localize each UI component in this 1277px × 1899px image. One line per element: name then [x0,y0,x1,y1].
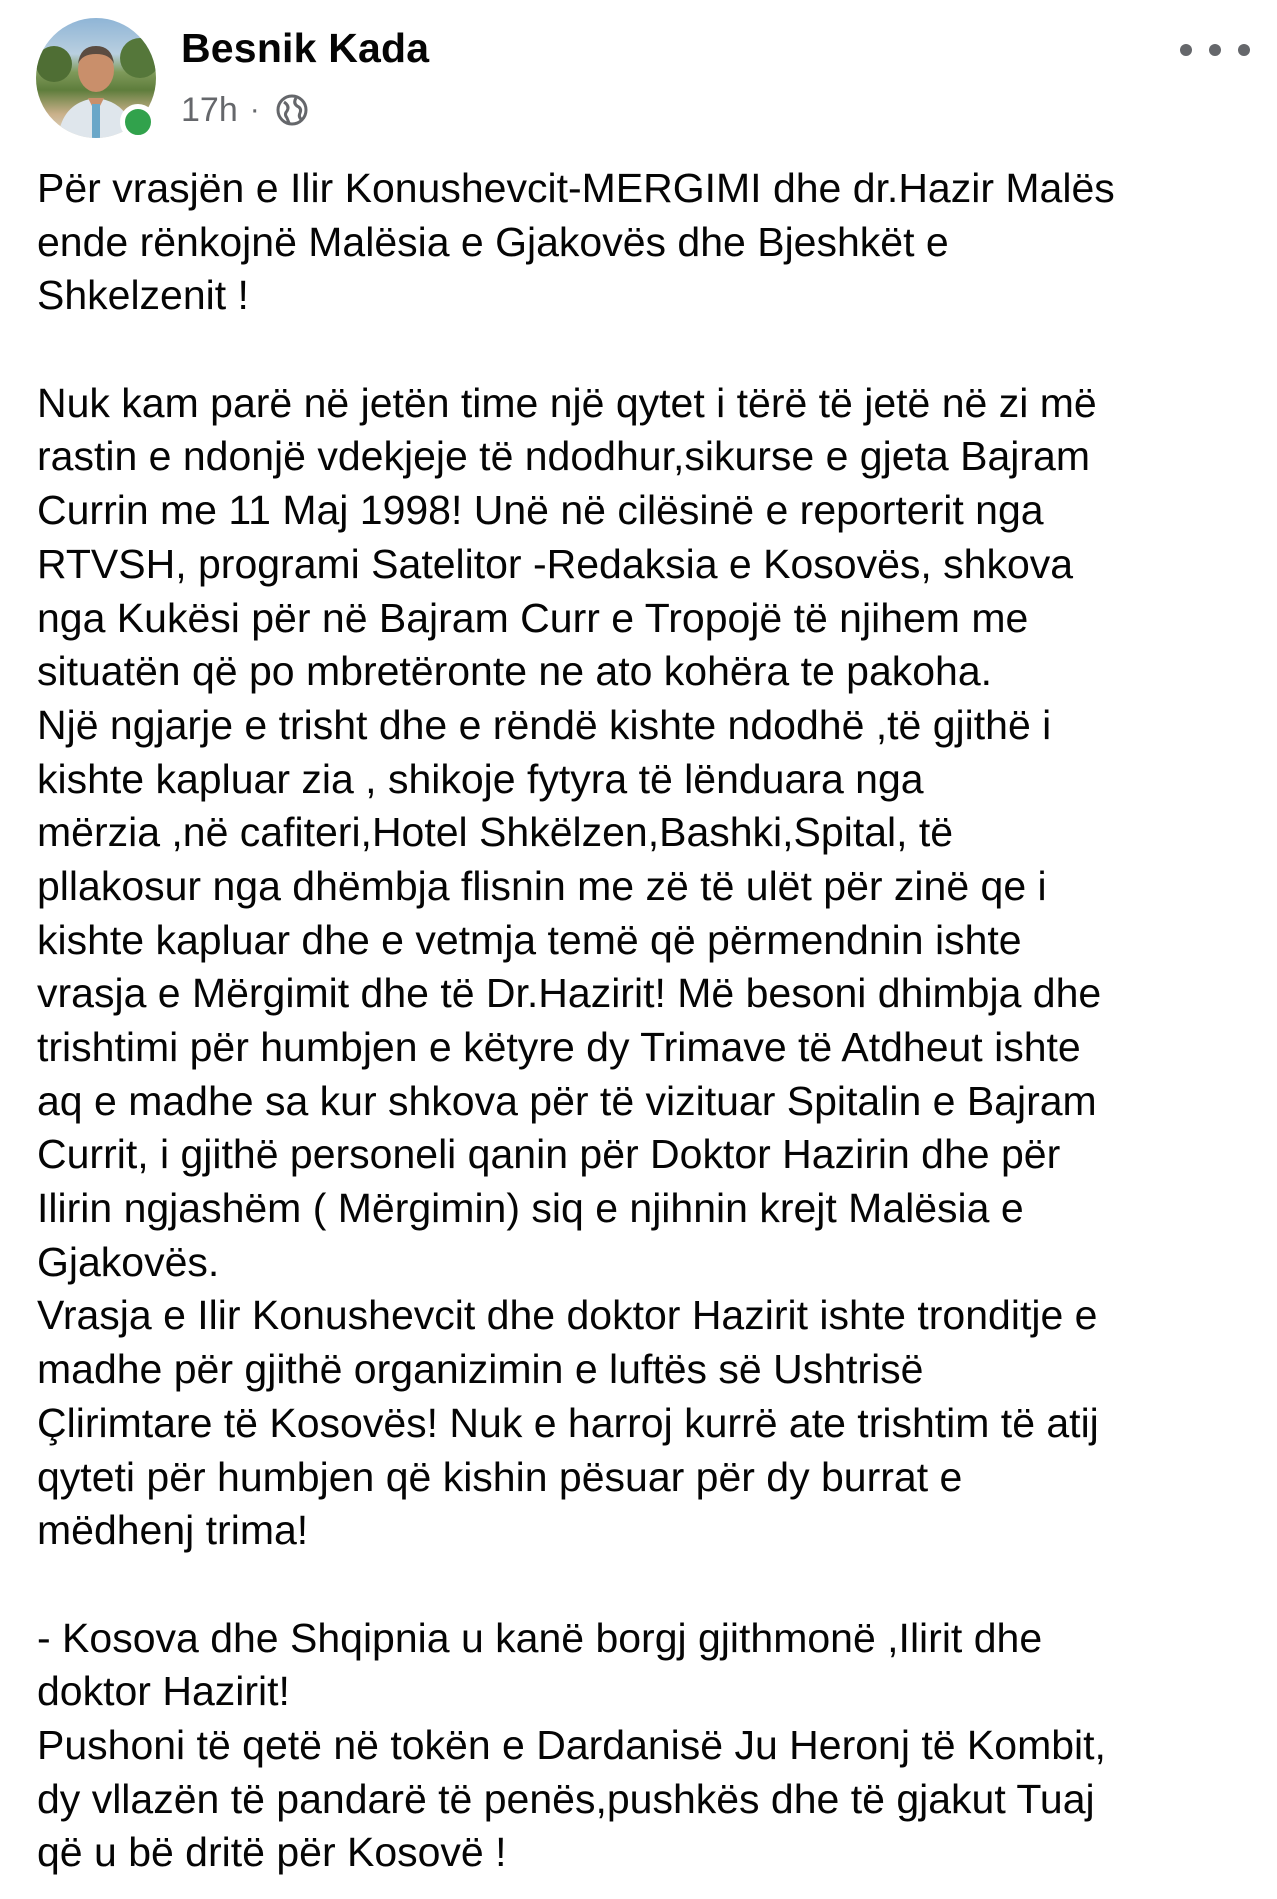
online-status-dot [120,104,156,140]
text-line: Vrasja e Ilir Konushevcit dhe doktor Hazirit ishte tronditje e [37,1292,1098,1339]
text-line: Pushoni të qetë në tokën e Dardanisë Ju Heronj të Kombit, [37,1721,1106,1768]
text-line: doktor Hazirit! [37,1668,290,1715]
text-line: Nuk kam parë në jetën time një qytet i tërë të jetë në zi më [37,379,1097,426]
text-line: Currin me 11 Maj 1998! Unë në cilësinë e reporterit nga [37,487,1044,534]
text-line: madhe për gjithë organizimin e luftës së Ushtrisë [37,1346,924,1393]
paragraph-2 [37,377,1257,1558]
text-line: qyteti për humbjen që kishin pësuar për dy burrat e [37,1453,963,1500]
text-line: pllakosur nga dhëmbja flisnin me zë të ulët për zinë qe i [37,862,1047,909]
text-line: kishte kapluar zia , shikoje fytyra të lënduara nga [37,755,924,802]
text-line: RTVSH, programi Satelitor -Redaksia e Kosovës, shkova [37,540,1074,587]
text-line: mërzia ,në cafiteri,Hotel Shkëlzen,Bashki,Spital, të [37,809,954,856]
author-name[interactable]: Besnik Kada [181,25,430,71]
text-line: aq e madhe sa kur shkova për të vizituar Spitalin e Bajram [37,1077,1097,1124]
text-line: Currit, i gjithë personeli qanin për Doktor Hazirin dhe për [37,1131,1061,1178]
text-line: dy vllazën të pandarë të penës,pushkës dhe të gjakut Tuaj [37,1775,1095,1822]
paragraph-1 [37,162,1257,323]
paragraph-gap [37,323,1257,377]
text-line: mëdhenj trima! [37,1507,309,1554]
text-line: Për vrasjën e Ilir Konushevcit-MERGIMI dhe dr.Hazir Malës [37,165,1115,211]
globe-icon[interactable] [274,92,310,128]
text-line: Shkelzenit ! [37,272,249,319]
more-dot-icon [1180,44,1192,56]
text-line: vrasja e Mërgimit dhe të Dr.Hazirit! Më besoni dhimbja dhe [37,970,1102,1017]
text-line: Ilirin ngjashëm ( Mërgimin) siq e njihnin krejt Malësia e [37,1185,1024,1232]
more-options-button[interactable] [1180,30,1250,70]
meta-separator: · [249,93,260,126]
text-line: Një ngjarje e trisht dhe e rëndë kishte ndodhë ,të gjithë i [37,701,1052,748]
text-line: rastin e ndonjë vdekjeje të ndodhur,sikurse e gjeta Bajram [37,433,1090,480]
text-line: ende rënkojnë Malësia e Gjakovës dhe Bjeshkët e [37,218,949,265]
post-body [37,162,1257,1880]
more-dot-icon [1238,44,1250,56]
text-line: nga Kukësi për në Bajram Curr e Tropojë të njihem me [37,594,1029,641]
paragraph-3 [37,1612,1257,1880]
text-line: kishte kapluar dhe e vetmja temë që përmendnin ishte [37,916,1022,963]
post-meta [181,88,310,132]
text-line: - Kosova dhe Shqipnia u kanë borgj gjithmonë ,Ilirit dhe [37,1614,1043,1661]
more-dot-icon [1209,44,1221,56]
text-line: trishtimi për humbjen e këtyre dy Trimave të Atdheut ishte [37,1024,1081,1070]
text-line: Çlirimtare të Kosovës! Nuk e harroj kurrë ate trishtim të atij [37,1399,1099,1446]
post-timestamp[interactable]: 17h [181,90,238,129]
post-header [0,0,1277,150]
text-line: situatën që po mbretëronte ne ato kohëra te pakoha. [37,648,993,695]
paragraph-gap [37,1558,1257,1612]
author-avatar[interactable] [36,18,156,138]
text-line: Gjakovës. [37,1238,220,1285]
text-line: që u bë dritë për Kosovë ! [37,1829,507,1876]
